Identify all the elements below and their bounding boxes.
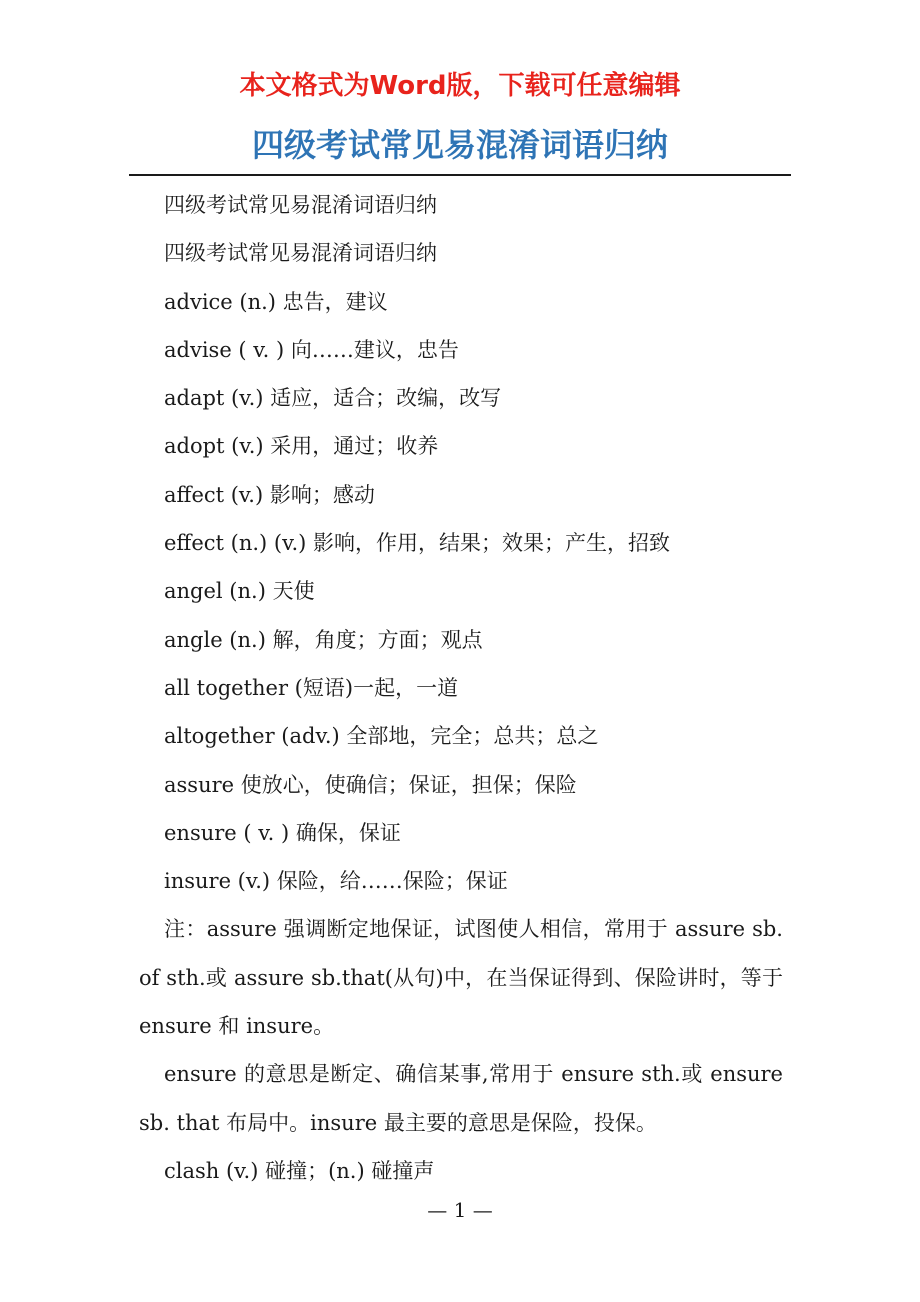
vocab-entry: ensure ( v. ) 确保，保证 xyxy=(164,820,401,845)
vocab-entry: insure (v.) 保险，给……保险；保证 xyxy=(164,869,508,894)
vocab-entry: advise ( v. ) 向……建议，忠告 xyxy=(164,337,459,362)
title-divider xyxy=(129,174,791,176)
vocab-entry: assure 使放心，使确信；保证，担保；保险 xyxy=(164,772,577,797)
vocab-entry: adapt (v.) 适应，适合；改编，改写 xyxy=(164,386,502,411)
usage-note: 注：assure 强调断定地保证，试图使人相信，常用于 assure sb. of sth.或 assure sb.that(从句)中，在当保证得到、保险讲时，等于 ensure 和 insure。 xyxy=(139,917,783,1039)
download-banner: 本文格式为Word版，下载可任意编辑 xyxy=(239,71,681,101)
vocab-entry: all together (短语)一起，一道 xyxy=(164,675,459,700)
document-body xyxy=(139,181,783,1195)
vocab-entry: altogether (adv.) 全部地，完全；总共；总之 xyxy=(164,724,599,749)
vocab-entry: angle (n.) 解，角度；方面；观点 xyxy=(164,627,483,652)
body-line: 四级考试常见易混淆词语归纳 xyxy=(164,193,437,217)
vocab-entry: adopt (v.) 采用，通过；收养 xyxy=(164,434,439,459)
vocab-entry: affect (v.) 影响；感动 xyxy=(164,482,375,507)
usage-note: ensure 的意思是断定、确信某事,常用于 ensure sth.或 ensure sb. that 布局中。insure 最主要的意思是保险，投保。 xyxy=(139,1062,783,1135)
vocab-entry: effect (n.) (v.) 影响，作用，结果；效果；产生，招致 xyxy=(164,531,671,556)
vocab-entry: advice (n.) 忠告，建议 xyxy=(164,289,388,314)
vocab-entry: clash (v.) 碰撞；(n.) 碰撞声 xyxy=(164,1158,435,1183)
document-title: 四级考试常见易混淆词语归纳 xyxy=(251,126,668,164)
body-line: 四级考试常见易混淆词语归纳 xyxy=(164,241,437,266)
vocab-entry: angel (n.) 天使 xyxy=(164,579,315,604)
page-number: — 1 — xyxy=(427,1198,493,1222)
